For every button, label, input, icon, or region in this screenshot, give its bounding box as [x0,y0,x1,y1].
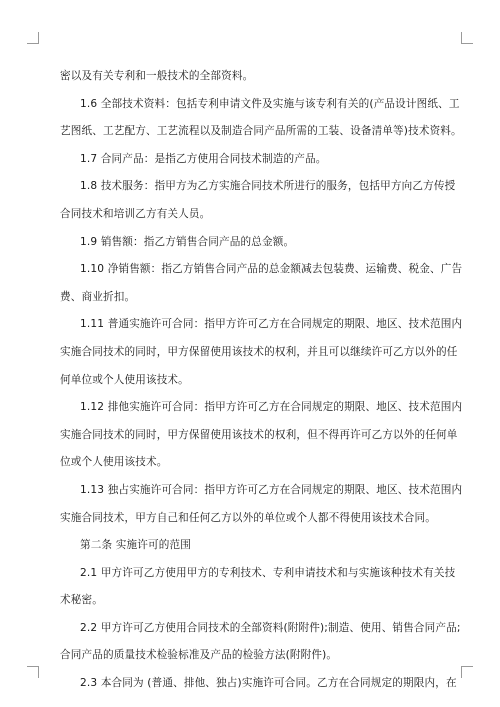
text-line: 1.10 净销售额：指乙方销售合同产品的总金额减去包装费、运输费、税金、广告 [80,263,463,276]
text-line: 实施合同技术，甲方自己和任何乙方以外的单位或个人都不得使用该技术合同。 [60,511,437,524]
text-line: 2.1 甲方许可乙方使用甲方的专利技术、专利申请技术和与实施该种技术有关技 [80,566,456,579]
text-line: 术秘密。 [60,594,103,607]
document-body [60,63,463,698]
text-line: 费、商业折扣。 [60,290,136,303]
text-line: 1.6 全部技术资料：包括专利申请文件及实施与该专利有关的(产品设计图纸、工 [80,97,460,110]
text-line: 位或个人使用该技术。 [60,456,168,469]
text-line: 1.13 独占实施许可合同：指甲方许可乙方在合同规定的期限、地区、技术范围内 [80,483,463,496]
crop-mark-top-left-v [38,32,39,44]
text-line: 2.3 本合同为 (普通、排他、独占)实施许可合同。乙方在合同规定的期限内，在 [80,677,457,690]
text-line: 第二条 实施许可的范围 [80,539,191,552]
text-line: 密以及有关专利和一般技术的全部资料。 [60,70,254,82]
text-line: 合同产品的质量技术检验标准及产品的检验方法(附附件)。 [60,649,338,662]
text-line: 1.8 技术服务：指甲方为乙方实施合同技术所进行的服务，包括甲方向乙方传授 [80,180,456,193]
text-line: 2.2 甲方许可乙方使用合同技术的全部资料(附附件);制造、使用、销售合同产品; [80,621,461,634]
text-line: 实施合同技术的同时，甲方保留使用该技术的权利，但不得再许可乙方以外的任何单 [60,428,458,441]
text-line: 1.12 排他实施许可合同：指甲方许可乙方在合同规定的期限、地区、技术范围内 [80,401,463,414]
crop-mark-top-right-h [461,43,473,44]
text-line: 艺图纸、工艺配方、工艺流程以及制造合同产品所需的工装、设备清单等)技术资料。 [60,125,462,138]
text-line: 实施合同技术的同时，甲方保留使用该技术的权利，并且可以继续许可乙方以外的任 [60,345,458,358]
text-line: 1.11 普通实施许可合同：指甲方许可乙方在合同规定的期限、地区、技术范围内 [80,318,463,331]
text-line: 1.9 销售额：指乙方销售合同产品的总金额。 [80,235,295,248]
text-line: 何单位或个人使用该技术。 [60,373,189,386]
crop-mark-top-right-v [461,32,462,44]
body-text [60,63,463,698]
crop-mark-bottom-right-v [461,666,462,678]
text-line: 1.7 合同产品：是指乙方使用合同技术制造的产品。 [80,152,327,165]
text-line: 合同技术和培训乙方有关人员。 [60,207,211,220]
crop-mark-bottom-right-h [461,666,473,667]
crop-mark-bottom-left-v [38,666,39,678]
